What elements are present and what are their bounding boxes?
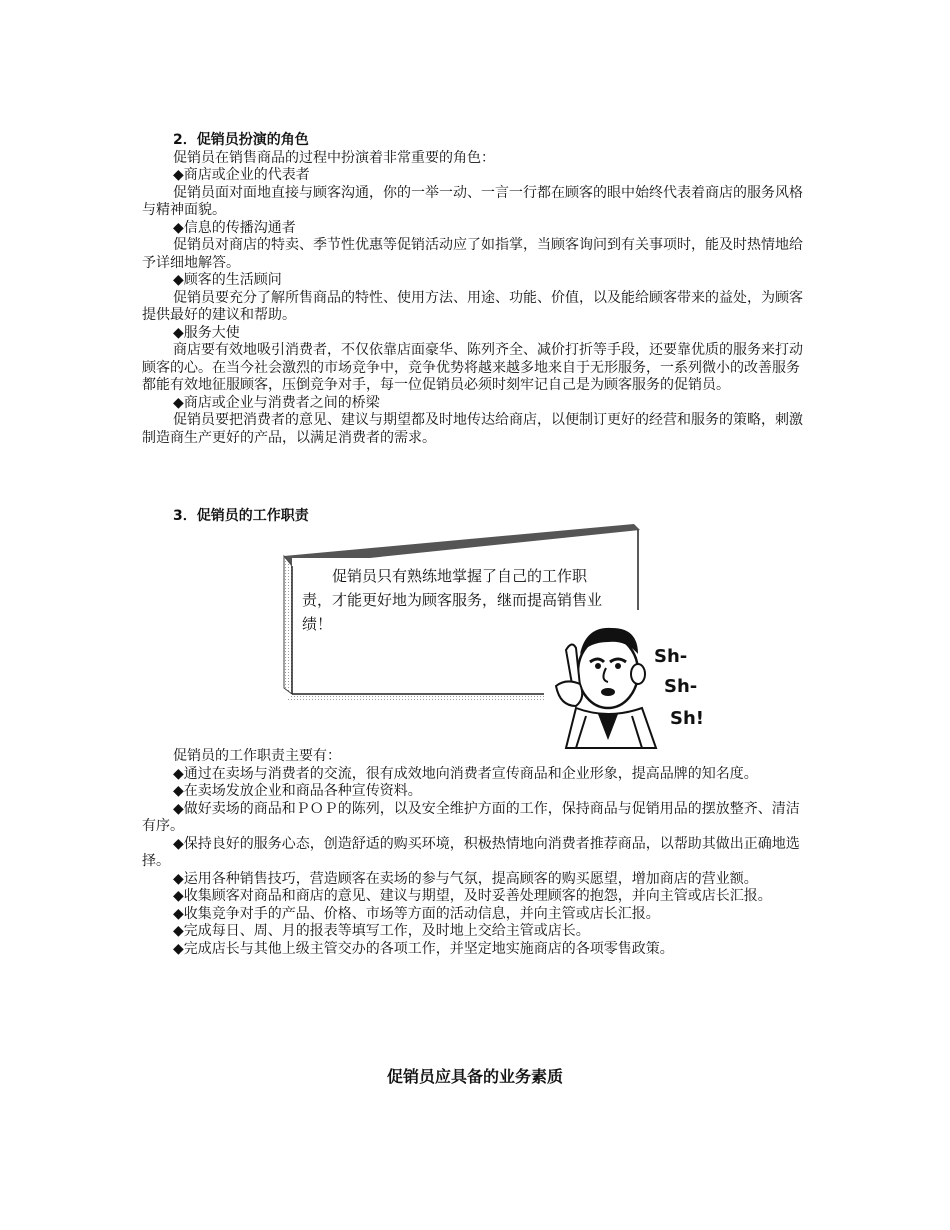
role-heading: ◆商店或企业的代表者 xyxy=(173,167,310,183)
duty-item: ◆保持良好的服务心态，创造舒适的购买环境，积极热情地向消费者推荐商品，以帮助其做出正确地选择。 xyxy=(142,835,800,869)
duty-item: ◆做好卖场的商品和ＰＯＰ的陈列，以及安全维护方面的工作，保持商品与促销用品的摆放整齐、清洁有序。 xyxy=(142,800,800,834)
paragraph: 商店要有效地吸引消费者，不仅依靠店面豪华、陈列齐全、减价打折等手段，还要靠优质的服务来打动顾客的心。在当今社会激烈的市场竞争中，竞争优势将越来越多地来自于无形服务，一系列微小的改善服务都能有效地征服顾客，压倒竞争对手，每一位促销员必须时刻牢记自己是为顾客服务的促销员。 xyxy=(142,342,803,393)
duty-item: ◆通过在卖场与消费者的交流，很有成效地向消费者宣传商品和企业形象，提高品牌的知名度。 xyxy=(173,765,758,782)
paragraph: 促销员的工作职责主要有： xyxy=(173,748,341,764)
section-roles xyxy=(142,132,810,447)
duty-item: ◆收集竞争对手的产品、价格、市场等方面的活动信息，并向主管或店长汇报。 xyxy=(173,905,660,922)
role-heading: ◆服务大使 xyxy=(173,324,240,341)
duty-item: ◆在卖场发放企业和商品各种宣传资料。 xyxy=(173,783,422,799)
paragraph: 促销员对商店的特卖、季节性优惠等促销活动应了如指掌，当顾客询问到有关事项时，能及时热情地给予详细地解答。 xyxy=(142,237,803,271)
section-duties xyxy=(142,748,810,958)
role-heading: ◆顾客的生活顾问 xyxy=(173,272,282,288)
cartoon-text: Sh- xyxy=(664,676,698,697)
duty-item: ◆完成店长与其他上级主管交办的各项工作，并坚定地实施商店的各项零售政策。 xyxy=(173,940,674,957)
cartoon-text: Sh! xyxy=(670,708,704,729)
duty-item: ◆完成每日、周、月的报表等填写工作，及时地上交给主管或店长。 xyxy=(173,923,590,939)
shushing-man-illustration xyxy=(546,620,716,750)
paragraph: 促销员在销售商品的过程中扮演着非常重要的角色： xyxy=(173,149,495,166)
paragraph: 促销员要把消费者的意见、建议与期望都及时地传达给商店，以便制订更好的经营和服务的策略，刺激制造商生产更好的产品，以满足消费者的需求。 xyxy=(142,412,803,446)
section-heading: 3．促销员的工作职责 xyxy=(173,508,309,524)
callout-text: 促销员只有熟练地掌握了自己的工作职责，才能更好地为顾客服务，继而提高销售业绩！ xyxy=(302,567,603,633)
section-title: 促销员应具备的业务素质 xyxy=(386,1067,563,1086)
role-heading: ◆商店或企业与消费者之间的桥梁 xyxy=(173,394,380,411)
duty-item: ◆收集顾客对商品和商店的意见、建议与期望，及时妥善处理顾客的抱怨，并向主管或店长汇报。 xyxy=(173,888,772,904)
paragraph: 促销员面对面地直接与顾客沟通，你的一举一动、一言一行都在顾客的眼中始终代表着商店的服务风格与精神面貌。 xyxy=(142,184,803,218)
cartoon-text: Sh- xyxy=(654,646,688,667)
role-heading: ◆信息的传播沟通者 xyxy=(173,219,296,236)
section-heading: 2．促销员扮演的角色 xyxy=(173,132,309,148)
duty-item: ◆运用各种销售技巧，营造顾客在卖场的参与气氛，提高顾客的购买愿望，增加商店的营业额。 xyxy=(173,870,758,887)
paragraph: 促销员要充分了解所售商品的特性、使用方法、用途、功能、价值，以及能给顾客带来的益处，为顾客提供最好的建议和帮助。 xyxy=(142,289,803,323)
